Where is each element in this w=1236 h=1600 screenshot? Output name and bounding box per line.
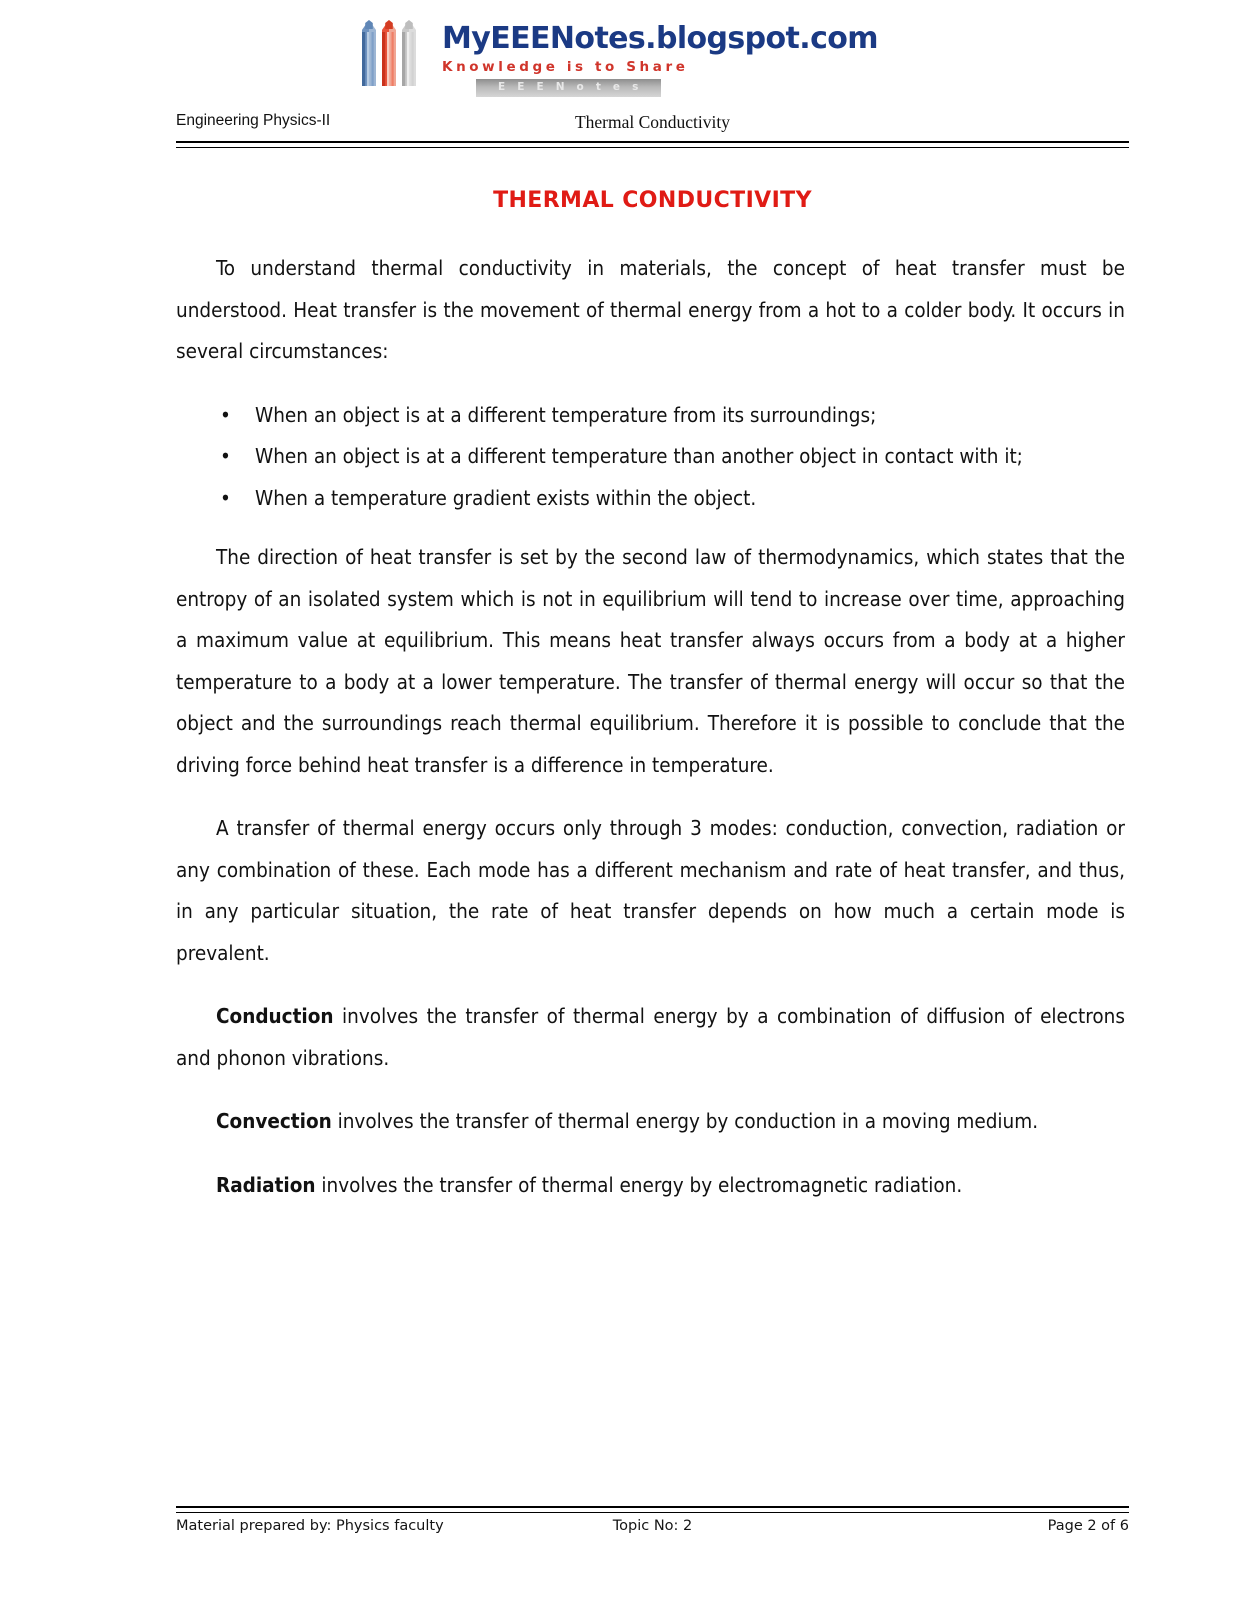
paragraph-conduction bbox=[176, 996, 1125, 1079]
list-item bbox=[176, 436, 1125, 478]
list-item-label: When a temperature gradient exists within the object. bbox=[255, 485, 757, 510]
running-header bbox=[176, 112, 1129, 130]
site-brand-title[interactable]: MyEEENotes.blogspot.com bbox=[442, 21, 878, 56]
list-item bbox=[176, 478, 1125, 520]
paragraph-radiation bbox=[176, 1165, 1125, 1207]
mode-definition-convection: involves the transfer of thermal energy by conduction in a moving medium. bbox=[331, 1109, 1039, 1133]
page-title: THERMAL CONDUCTIVITY bbox=[493, 188, 812, 213]
mode-term-convection: Convection bbox=[216, 1109, 332, 1133]
footer-page-number: Page 2 of 6 bbox=[1047, 1518, 1129, 1534]
three-pencils-icon bbox=[358, 12, 432, 92]
bullet-dot-icon: • bbox=[220, 402, 231, 427]
site-tagline: Knowledge is to Share bbox=[442, 59, 689, 75]
page-footer bbox=[176, 1518, 1129, 1542]
header-subject: Engineering Physics-II bbox=[176, 112, 331, 129]
mode-definition-radiation: involves the transfer of thermal energy by electromagnetic radiation. bbox=[315, 1172, 963, 1197]
footer-divider bbox=[176, 1506, 1129, 1513]
footer-prepared-by: Material prepared by: Physics faculty bbox=[176, 1518, 444, 1534]
logo-text-block bbox=[442, 8, 878, 97]
list-item-label: When an object is at a different temperature than another object in contact with it; bbox=[255, 444, 1023, 468]
mode-definition-conduction: involves the transfer of thermal energy by a combination of diffusion of electrons and phonon vibrations. bbox=[176, 1004, 1125, 1070]
list-item bbox=[176, 395, 1125, 437]
site-logo-banner bbox=[0, 8, 1236, 106]
bullet-dot-icon: • bbox=[220, 485, 231, 510]
list-item-label: When an object is at a different temperature from its surroundings; bbox=[255, 402, 877, 427]
paragraph-intro: To understand thermal conductivity in materials, the concept of heat transfer must be understood. Heat transfer is the movement of thermal energy from a hot to a colder body. It occurs in several circumstances: bbox=[176, 256, 1125, 363]
paragraph-convection bbox=[176, 1101, 1125, 1143]
document-body bbox=[176, 248, 1125, 1228]
footer-topic-no: Topic No: 2 bbox=[612, 1518, 693, 1534]
circumstances-list bbox=[176, 395, 1125, 520]
header-divider bbox=[176, 141, 1129, 148]
header-topic: Thermal Conductivity bbox=[574, 112, 731, 132]
mode-term-radiation: Radiation bbox=[216, 1172, 316, 1197]
paragraph-second-law: The direction of heat transfer is set by the second law of thermodynamics, which states that the entropy of an isolated system which is not in equilibrium will tend to increase over time, approaching a maximum value at equilibrium. This means heat transfer always occurs from a body at a higher temperature to a body at a lower temperature. The transfer of thermal energy will occur so that the object and the surroundings reach thermal equilibrium. Therefore it is possible to conclude that the driving force behind heat transfer is a difference in temperature. bbox=[176, 545, 1125, 777]
bullet-dot-icon: • bbox=[220, 444, 231, 468]
mode-term-conduction: Conduction bbox=[216, 1004, 334, 1028]
paragraph-three-modes: A transfer of thermal energy occurs only through 3 modes: conduction, convection, radiation or any combination of these. Each mode has a different mechanism and rate of heat transfer, and thus, in any particular situation, the rate of heat transfer depends on how much a certain mode is prevalent. bbox=[176, 816, 1125, 965]
logo-inner bbox=[358, 8, 878, 97]
eee-notes-badge: E E E N o t e s bbox=[476, 79, 661, 97]
